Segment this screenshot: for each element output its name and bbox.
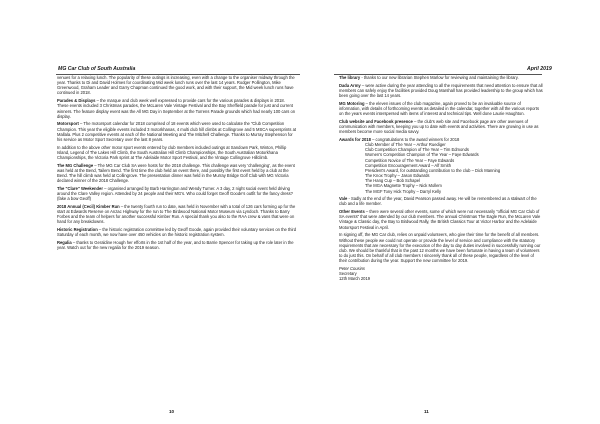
page-number-left: 10	[169, 409, 175, 414]
paragraph	[57, 240, 297, 250]
paragraph	[57, 204, 297, 225]
award-item: Club Competition Champion of The Year – Tim Edmonds	[365, 147, 469, 153]
paragraph-title: The library	[339, 75, 361, 80]
award-item: President's Award, for outstanding contribution to the club – Dick Manning	[365, 167, 501, 173]
paragraph	[339, 101, 543, 116]
paragraph-title: Other Events	[339, 209, 365, 215]
award-item: Women's Competition Champion of The Year – Faye Edwards	[365, 152, 479, 158]
header-left: MG Car Club of South Australia	[58, 66, 136, 72]
paragraph-title: Motorsport	[57, 121, 79, 127]
paragraph	[57, 186, 297, 201]
paragraph-text: In signing off, the MG Car club, relies on unpaid volunteers, who give their time for the benefit of all members. Without these people we could not operate or provide the level of service and compliance with the statutory requirements that are necessary for the execution of the day to day duties involved in successfully running our club. We should be thankful that in the past 12 months we have been fortunate in having a team of volunteers to do just this. On behalf of all club members I sincerely thank all of these people, regardless of the level of their contribution during the year. Support the new committee for 2019.	[339, 232, 541, 264]
paragraph-text: - thanks to our new librarian Stephen Marlow for reviewing and maintaining the library.	[360, 75, 519, 80]
paragraph-text: – the historic registration committee led by Geoff Goode, again provided their voluntary services on the third Saturday of each month, we now have over 450 vehicles on the historic registration system.	[57, 227, 297, 238]
award-item: Competition Novice of The Year – Faye Edwards	[365, 157, 455, 163]
signoff-date: 12th March 2019	[339, 276, 371, 282]
right-column	[339, 75, 543, 281]
paragraph-text: – thanks to Geraldine Hough her efforts in the 1st half of the year, and to Barrie Spencer for taking up the role later in the year. Watch out for the new regalia for the 2019 season.	[57, 240, 294, 251]
paragraph-text: – there were several other events, some of which were not necessarily "official MG Car Club of SA events" that were attended by our club members. The annual Christmas The Eagle Run, the McLaren Vale Vintage & Classic day, the Bay to Birdwood Rally, the British Classics Tour at Victor Harbor and the Adelaide Motorsport Festival in April.	[339, 209, 541, 230]
award-item: The MGA Magnette Trophy – Nick Mollem	[365, 183, 442, 189]
paragraph-title: 2018 Annual (Cecil) Kimber Run	[57, 204, 120, 209]
paragraph	[57, 145, 297, 160]
paragraph	[339, 83, 543, 98]
paragraph-text: – were active during the year attending to all the requirements that need attention to ensure that all members can safely enjoy the facilities provided Doug Marshall has provided leadership to the group which has been going over the last 14 years.	[339, 82, 543, 99]
paragraph-text: – The MG Car Club SA were hosts for the 2018 challenge. This challenge was very 'challenging', as the event was held at the Bend, Tailem Bend. The first time the club held an event there, and possibly the first event held by a club at the Bend. The hill climb was held at Collingrove. The presentation dinner was held in the Murray Bridge Golf Club with MG Victoria declared winner of the 2018 Challenge.	[57, 162, 295, 184]
paragraph	[339, 209, 543, 230]
award-item: Competition Encouragement Award – Alf Smith	[365, 162, 452, 168]
paragraph-title: MG Motoring	[339, 100, 365, 106]
paragraph-text: – the eleven issues of the club magazine, again proved to be an invaluable source of information, with details of forthcoming events as detailed in the calendar, together with all the various reports on the years events interspersed with items of interest and technical tips. Well done Laurie Haughton.	[339, 100, 540, 117]
paragraph-title: Parades & Displays	[57, 98, 96, 104]
paragraph	[339, 232, 543, 263]
paragraph-text: - Sadly at the end of the year, David Pearson passed away. He will be remembered as a stalwart of the club and a life member.	[339, 196, 537, 207]
awards-title: Awards for 2018	[339, 136, 371, 142]
paragraph	[339, 119, 543, 134]
paragraph-text: – the marque and club week well expressed to provide cars for the various parades & displays in 2018. These events included 3 Christmas parades, the McLaren Vale Vintage Festival and the Bay Sheffield parade for just and current winners. The feature display event was the All MG Day in September at the Torrens Parade grounds which had nearly 100 cars on display.	[57, 98, 296, 119]
paragraph-text: – organised arranged by Barb Harrington and Wendy Turner. A 3 day, 2 night social event held driving around the Clare Valley region. Attended by 24 people and their MG's. Who could forget Geoff Goode's outfit for the fancy dress? (fake a bow Geoff)	[57, 185, 293, 202]
award-item: The Hang Cup – Bob Schapel	[365, 178, 421, 184]
signoff-name: Peter Cousins	[339, 265, 366, 271]
left-column	[57, 75, 297, 253]
paragraph-text: – the twenty fourth run to date, was held in November with a total of 126 cars forming up for the start at Edwards Reserve on Anzac Highway for the run to The Birdwood National Motor Museum via Lyndoch. Thanks to Barry Forbes and the team of helpers for another successful Kimber Run. A special thank you also to the RAA crew & vans that were on hand for any breakdowns.	[57, 204, 296, 225]
awards-intro: – congratulations to the award winners for 2018	[370, 136, 460, 142]
awards-section	[339, 137, 543, 194]
signoff-role: Secretary	[339, 271, 357, 277]
paragraph-title: Vale	[339, 196, 348, 202]
award-item: Club Member of The Year – Arthur Ruediger	[365, 142, 446, 148]
paragraph-text: venues for a relaxing lunch. The popularity of these outings is increasing, even with a change to the organiser midway through the year. Thanks to Di and David Holmes for coordinating Mid week lunch runs over the last 14 years. Rodger Pollington, Mike Greenwood, Graham Leader and Garry Chapman continued the good work, and with their support, the Mid week lunch runs have continued in 2018.	[57, 75, 295, 96]
paragraph	[339, 196, 543, 206]
paragraph-title: Club website and Facebook presence	[339, 118, 413, 124]
page-number-right: 11	[424, 409, 429, 414]
paragraph-text: In addition to the above other motor sport events entered by club members included outings at Sandown Park, Winton, Phillip Island, Legend of The Lakes Hill Climb, the South Australian Hill Climb Championships, the South Australian Motorkhana Championships, the Victoria Park sprint at The Adelaide Motor Sport Festival, and the Vintage Collingrove Hillclimb.	[57, 144, 287, 160]
header-right: April 2019	[527, 66, 552, 72]
paragraph-text: – The motorsport calendar for 2018 comprised of 18 events which were used to calculate the "Club Competition Champion. This year the eligible events included 3 motorkhanas, 4 multi club hill climbs at Collingrove and 5 MSCA supersprints at Mallala. Plus 2 competitive events at each of the National Meeting and The Mitchell Challenge. Thanks to Murray Stephenson for his service as Motor Sport Secretary over the last 8 years.	[57, 121, 297, 142]
paragraph	[57, 75, 297, 96]
award-item: The MGF Tony Hick Trophy – Darryl Kelly	[365, 188, 442, 194]
award-item: The Knox Trophy – Jason Edwards	[365, 173, 430, 179]
paragraph	[339, 75, 543, 80]
paragraph-title: The MG Challenge	[57, 162, 94, 168]
paragraph-title: Regalia	[57, 240, 72, 246]
paragraph-title: Historic Registration	[57, 227, 98, 233]
paragraph-title: Dada Army	[339, 82, 361, 88]
paragraph	[57, 121, 297, 142]
paragraph	[57, 163, 297, 184]
paragraph-title: The "Clare" Weekender	[57, 185, 103, 191]
paragraph-text: – the club's web site and Facebook page are other avenues of communication with members, keeping you up to date with events and activities. There are growing in use as members become more social media savvy.	[339, 118, 539, 135]
paragraph	[57, 227, 297, 237]
signoff	[339, 266, 543, 281]
paragraph	[57, 98, 297, 119]
